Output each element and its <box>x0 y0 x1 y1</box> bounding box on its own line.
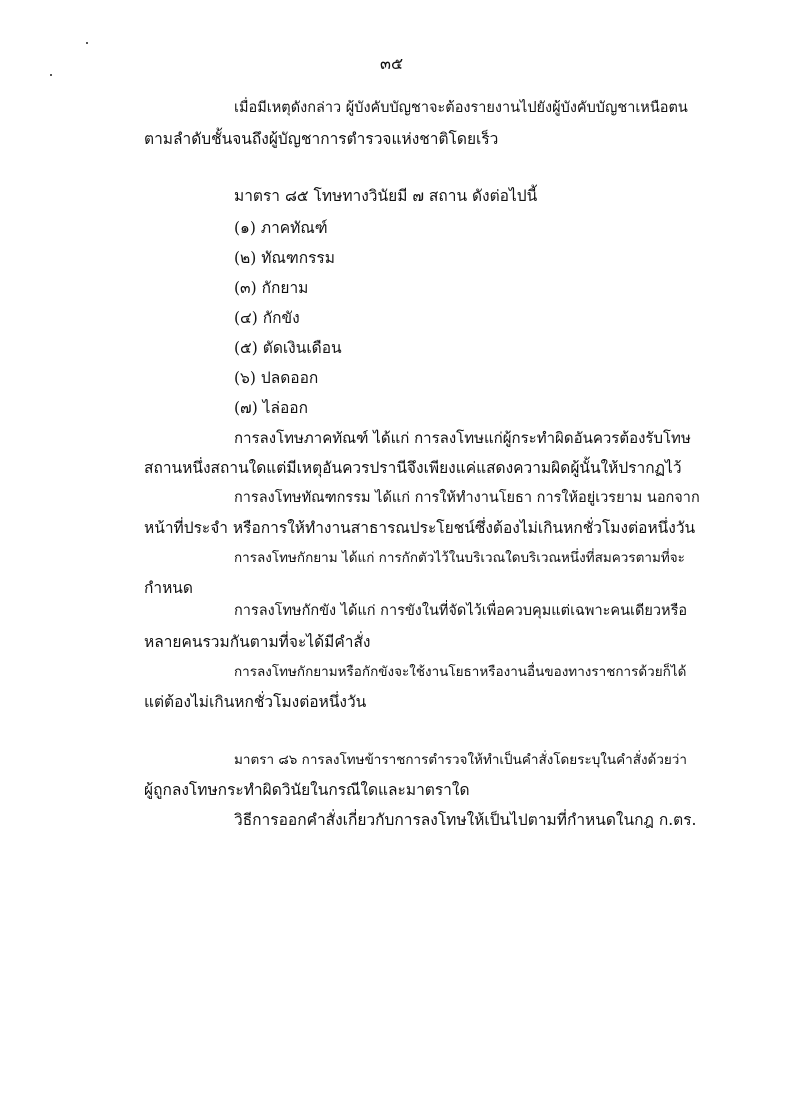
penalty-item: (๗) ไล่ออก <box>234 399 308 417</box>
penalty-item: (๓) กักยาม <box>234 279 309 297</box>
probation-text-line-2: สถานหนึ่งสถานใดแต่มีเหตุอันควรปรานีจึงเพียงแค่แสดงความผิดผู้นั้นให้ปรากฏไว้ <box>144 459 682 477</box>
section86-line-1: มาตรา ๘๖ การลงโทษข้าราชการตำรวจให้ทำเป็นคำสั่งโดยระบุในคำสั่งด้วยว่า <box>234 752 687 768</box>
detention-text-line-1: การลงโทษกักขัง ได้แก่ การขังในที่จัดไว้เพื่อควบคุมแต่เฉพาะคนเดียวหรือ <box>234 603 688 619</box>
penalty-item: (๔) กักขัง <box>234 309 300 327</box>
section84-line-2: ตามลำดับชั้นจนถึงผู้บัญชาการตำรวจแห่งชาติโดยเร็ว <box>144 130 499 148</box>
section85-heading: มาตรา ๘๕ โทษทางวินัยมี ๗ สถาน ดังต่อไปนี้ <box>234 187 538 205</box>
punitive-duty-text-line-1: การลงโทษทัณฑกรรม ได้แก่ การให้ทำงานโยธา การให้อยู่เวรยาม นอกจาก <box>234 490 700 506</box>
confinement-text-line-1: การลงโทษกักยาม ได้แก่ การกักตัวไว้ในบริเวณใดบริเวณหนึ่งที่สมควรตามที่จะ <box>234 550 685 566</box>
section86-line-3: วิธีการออกคำสั่งเกี่ยวกับการลงโทษให้เป็นไปตามที่กำหนดในกฎ ก.ตร. <box>234 811 697 829</box>
scan-speck <box>86 42 88 44</box>
section84-line-1: เมื่อมีเหตุดังกล่าว ผู้บังคับบัญชาจะต้องรายงานไปยังผู้บังคับบัญชาเหนือตน <box>234 100 688 116</box>
detention-text-line-2: หลายคนรวมกันตามที่จะได้มีคำสั่ง <box>144 633 371 651</box>
penalty-item: (๖) ปลดออก <box>234 369 319 387</box>
penalty-item: (๒) ทัณฑกรรม <box>234 249 335 267</box>
page-number: ๓๕ <box>380 54 404 73</box>
penalty-item: (๑) ภาคทัณฑ์ <box>234 219 328 237</box>
confinement-text-line-2: กำหนด <box>144 579 193 597</box>
section86-line-2: ผู้ถูกลงโทษกระทำผิดวินัยในกรณีใดและมาตราใด <box>144 781 470 799</box>
work-text-line-1: การลงโทษกักยามหรือกักขังจะใช้งานโยธาหรืองานอื่นของทางราชการด้วยก็ได้ <box>234 664 687 680</box>
probation-text-line-1: การลงโทษภาคทัณฑ์ ได้แก่ การลงโทษแก่ผู้กระทำผิดอันควรต้องรับโทษ <box>234 429 691 447</box>
punitive-duty-text-line-2: หน้าที่ประจำ หรือการให้ทำงานสาธารณประโยชน์ซึ่งต้องไม่เกินหกชั่วโมงต่อหนึ่งวัน <box>144 519 696 537</box>
scan-speck <box>50 74 52 76</box>
work-text-line-2: แต่ต้องไม่เกินหกชั่วโมงต่อหนึ่งวัน <box>144 693 367 711</box>
penalty-item: (๕) ตัดเงินเดือน <box>234 339 342 357</box>
